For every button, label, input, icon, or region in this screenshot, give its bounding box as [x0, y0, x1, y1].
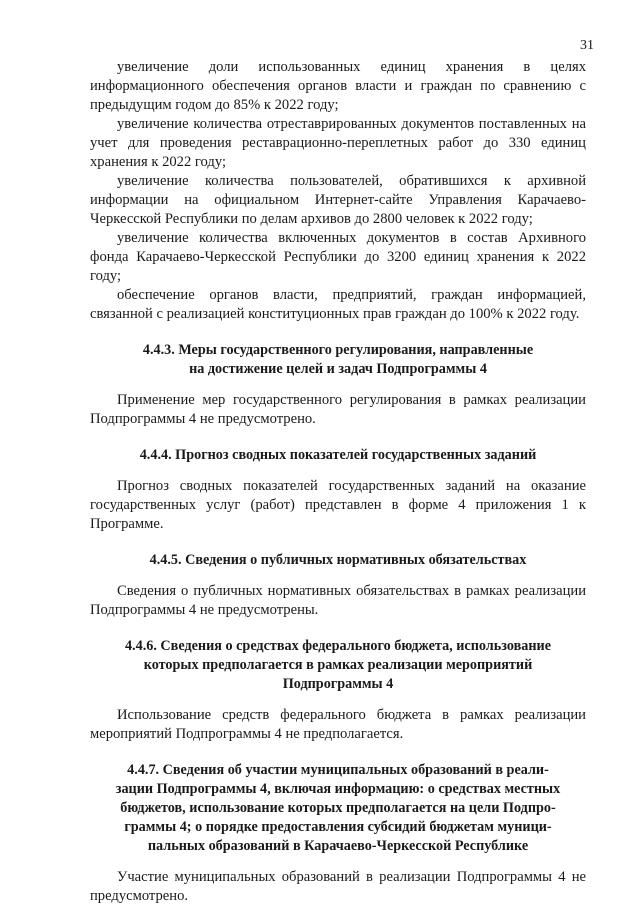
- section-text: Использование средств федерального бюджета в рамках реализации мероприятий Подпрограммы 4 не предполагается.: [90, 707, 586, 742]
- heading-line: на достижение целей и задач Подпрограммы 4: [189, 361, 487, 377]
- section-4-4-4: [90, 446, 586, 534]
- section-4-4-7: [90, 761, 586, 906]
- heading-line: 4.4.7. Сведения об участии муниципальных образований в реали-: [127, 762, 549, 778]
- section-4-4-5: [90, 551, 586, 620]
- page-number: 31: [580, 38, 594, 53]
- heading-line: 4.4.5. Сведения о публичных нормативных обязательствах: [149, 552, 527, 568]
- heading-line: 4.4.4. Прогноз сводных показателей государственных заданий: [139, 447, 537, 463]
- heading-line: которых предполагается в рамках реализации мероприятий: [143, 657, 533, 673]
- goals-list: [90, 58, 586, 324]
- heading-line: бюджетов, использование которых предполагается на цели Подпро-: [120, 800, 556, 816]
- heading-line: 4.4.3. Меры государственного регулирования, направленные: [142, 342, 534, 358]
- paragraph: увеличение количества пользователей, обратившихся к архивной информации на официальном Интернет-сайте Управления Карачаево-Черкесской Республики по делам архивов до 2800 человек к 2022 году;: [90, 173, 586, 227]
- heading-line: зации Подпрограммы 4, включая информацию: о средствах местных: [115, 781, 561, 797]
- heading-line: граммы 4; о порядке предоставления субсидий бюджетам муници-: [124, 819, 552, 835]
- section-text: Участие муниципальных образований в реализации Подпрограммы 4 не предусмотрено.: [90, 869, 586, 904]
- section-heading: [90, 761, 586, 856]
- heading-line: 4.4.6. Сведения о средствах федерального бюджета, использование: [124, 638, 552, 654]
- heading-line: пальных образований в Карачаево-Черкесской Республике: [147, 838, 529, 854]
- section-text: Применение мер государственного регулирования в рамках реализации Подпрограммы 4 не предусмотрено.: [90, 392, 586, 427]
- section-text: Сведения о публичных нормативных обязательствах в рамках реализации Подпрограммы 4 не предусмотрены.: [90, 583, 586, 618]
- section-heading: [90, 637, 586, 694]
- section-heading: [90, 446, 586, 465]
- paragraph: увеличение доли использованных единиц хранения в целях информационного обеспечения органов власти и граждан по сравнению с предыдущим годом до 85% к 2022 году;: [90, 59, 586, 113]
- paragraph: увеличение количества включенных документов в состав Архивного фонда Карачаево-Черкесской Республики до 3200 единиц хранения к 2022 году;: [90, 230, 586, 284]
- section-text: Прогноз сводных показателей государственных заданий на оказание государственных услуг (работ) представлен в форме 4 приложения 1 к Программе.: [90, 478, 586, 532]
- section-heading: [90, 341, 586, 379]
- section-4-4-6: [90, 637, 586, 744]
- section-heading: [90, 551, 586, 570]
- paragraph: обеспечение органов власти, предприятий, граждан информацией, связанной с реализацией конституционных прав граждан до 100% к 2022 году.: [90, 287, 586, 322]
- section-4-4-3: [90, 341, 586, 429]
- heading-line: Подпрограммы 4: [282, 676, 394, 692]
- document-body: [90, 58, 586, 906]
- paragraph: увеличение количества отреставрированных документов поставленных на учет для проведения реставрационно-переплетных работ до 330 единиц хранения к 2022 году;: [90, 116, 586, 170]
